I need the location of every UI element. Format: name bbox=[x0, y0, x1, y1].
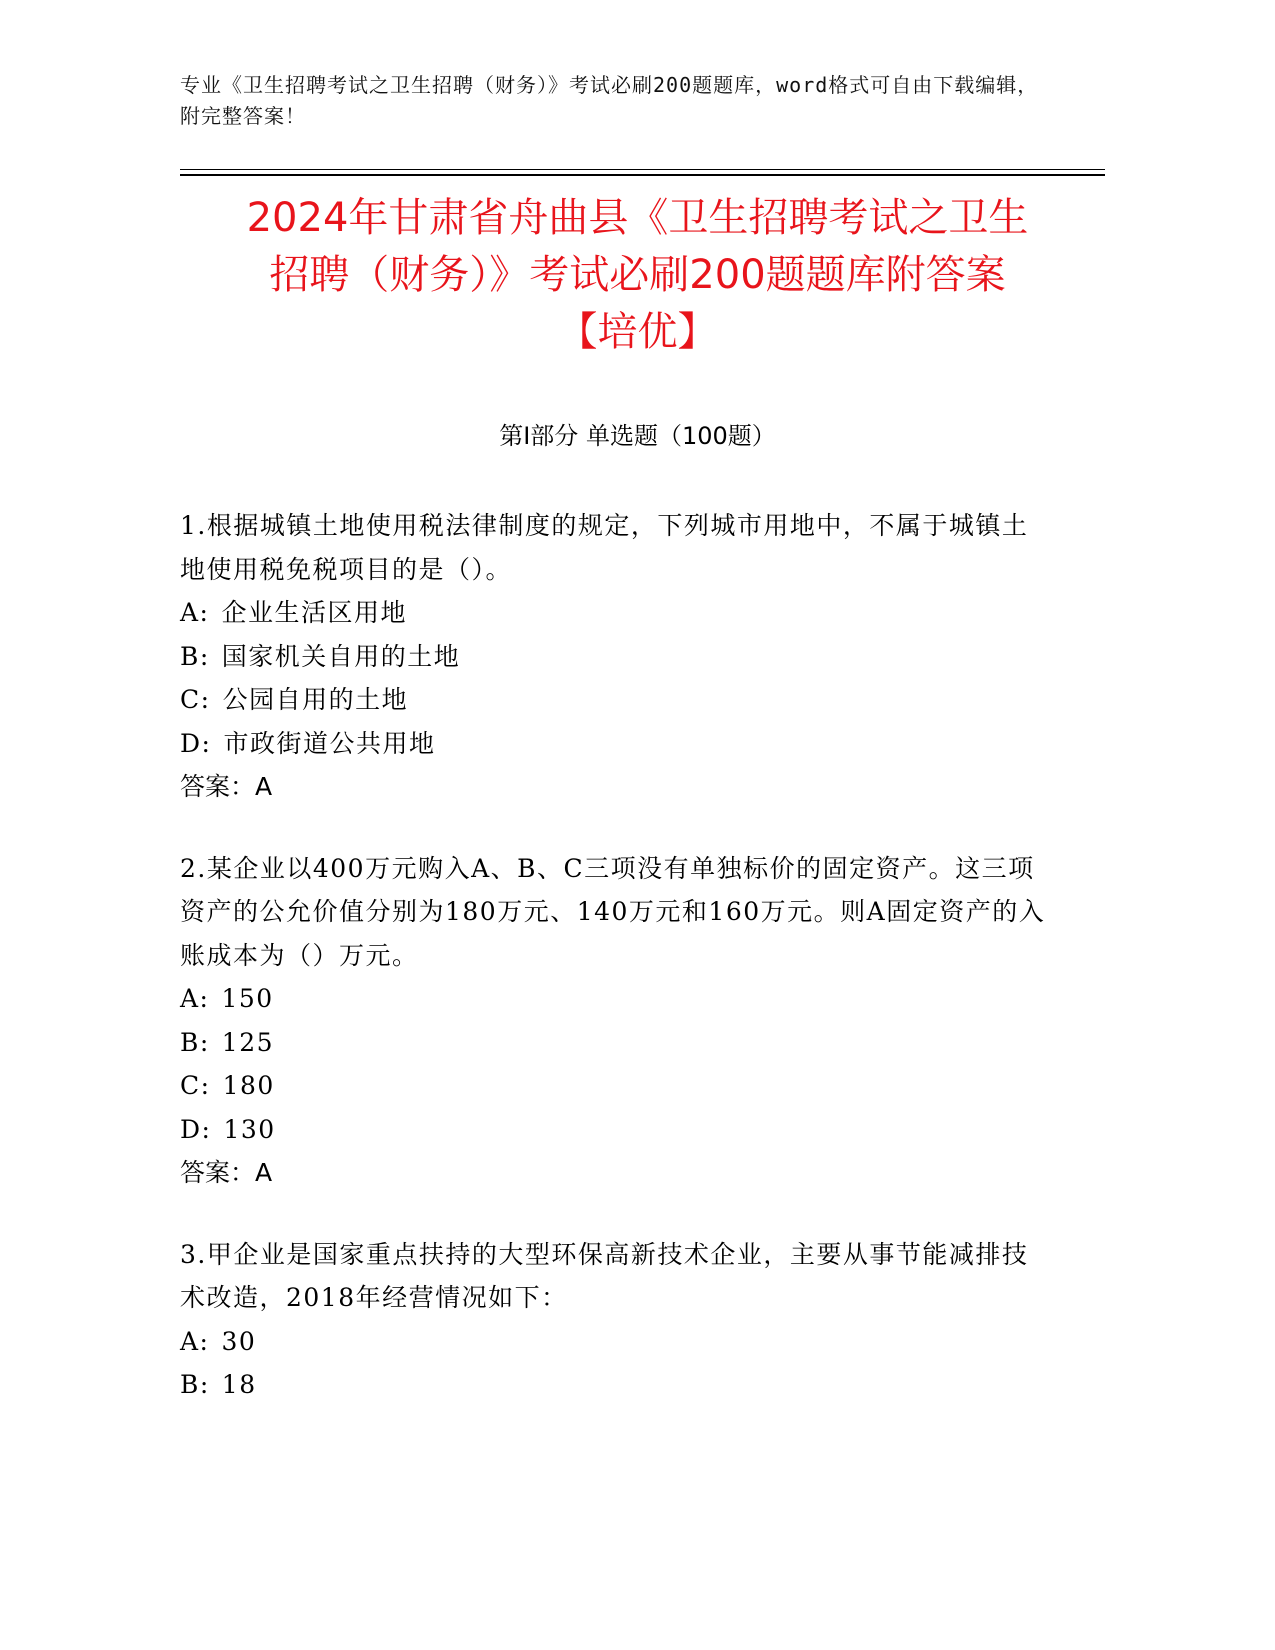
question-text: 1.根据城镇土地使用税法律制度的规定，下列城市用地中，不属于城镇土地使用税免税项目的是（）。 bbox=[180, 511, 1029, 584]
option-key: D: bbox=[180, 1114, 212, 1144]
option-key: A: bbox=[180, 598, 210, 627]
option-c bbox=[180, 678, 1050, 722]
answer-line: 答案：A bbox=[180, 772, 273, 801]
document-title bbox=[150, 190, 1125, 361]
option-d bbox=[180, 1108, 1050, 1152]
question-1 bbox=[180, 504, 1050, 809]
option-d bbox=[180, 722, 1050, 766]
option-value: 18 bbox=[221, 1370, 257, 1399]
option-value: 125 bbox=[221, 1027, 275, 1057]
option-value: 130 bbox=[223, 1114, 276, 1144]
option-c bbox=[180, 1064, 1050, 1108]
question-list bbox=[180, 504, 1050, 1445]
header-divider-thin bbox=[180, 169, 1105, 170]
option-a bbox=[180, 977, 1050, 1021]
option-key: A: bbox=[180, 1326, 210, 1356]
option-key: B: bbox=[180, 1027, 210, 1057]
title-line-2: 招聘（财务）》考试必刷200题题库附答案 bbox=[269, 252, 1006, 298]
question-3 bbox=[180, 1233, 1050, 1407]
option-b bbox=[180, 1363, 1050, 1407]
intro-text: 专业《卫生招聘考试之卫生招聘（财务）》考试必刷200题题库，word格式可自由下载编辑，附完整答案！ bbox=[180, 73, 1039, 128]
option-key: A: bbox=[180, 984, 210, 1013]
answer-line: 答案：A bbox=[180, 1158, 273, 1187]
option-a bbox=[180, 591, 1050, 635]
question-text: 3.甲企业是国家重点扶持的大型环保高新技术企业，主要从事节能减排技术改造，2018年经营情况如下： bbox=[180, 1239, 1029, 1312]
header-divider-thick bbox=[180, 174, 1105, 176]
option-b bbox=[180, 635, 1050, 679]
option-key: D: bbox=[180, 728, 212, 758]
question-2 bbox=[180, 847, 1050, 1195]
title-line-1: 2024年甘肃省舟曲县《卫生招聘考试之卫生 bbox=[246, 195, 1029, 241]
section-heading: 第Ⅰ部分 单选题（100题） bbox=[499, 422, 776, 450]
option-value: 企业生活区用地 bbox=[221, 598, 407, 627]
option-value: 市政街道公共用地 bbox=[223, 728, 436, 758]
option-value: 30 bbox=[221, 1326, 257, 1356]
option-b bbox=[180, 1021, 1050, 1065]
option-key: C: bbox=[180, 685, 211, 714]
option-value: 150 bbox=[221, 984, 274, 1013]
option-key: B: bbox=[180, 641, 210, 671]
option-value: 公园自用的土地 bbox=[222, 685, 409, 714]
option-value: 国家机关自用的土地 bbox=[221, 641, 461, 671]
question-text: 2.某企业以400万元购入A、B、C三项没有单独标价的固定资产。这三项资产的公允价值分别为180万元、140万元和160万元。则A固定资产的入账成本为（）万元。 bbox=[180, 853, 1046, 970]
title-line-3: 【培优】 bbox=[557, 309, 718, 355]
option-key: B: bbox=[180, 1370, 210, 1399]
option-a bbox=[180, 1320, 1050, 1364]
option-value: 180 bbox=[222, 1071, 275, 1100]
option-key: C: bbox=[180, 1071, 211, 1100]
